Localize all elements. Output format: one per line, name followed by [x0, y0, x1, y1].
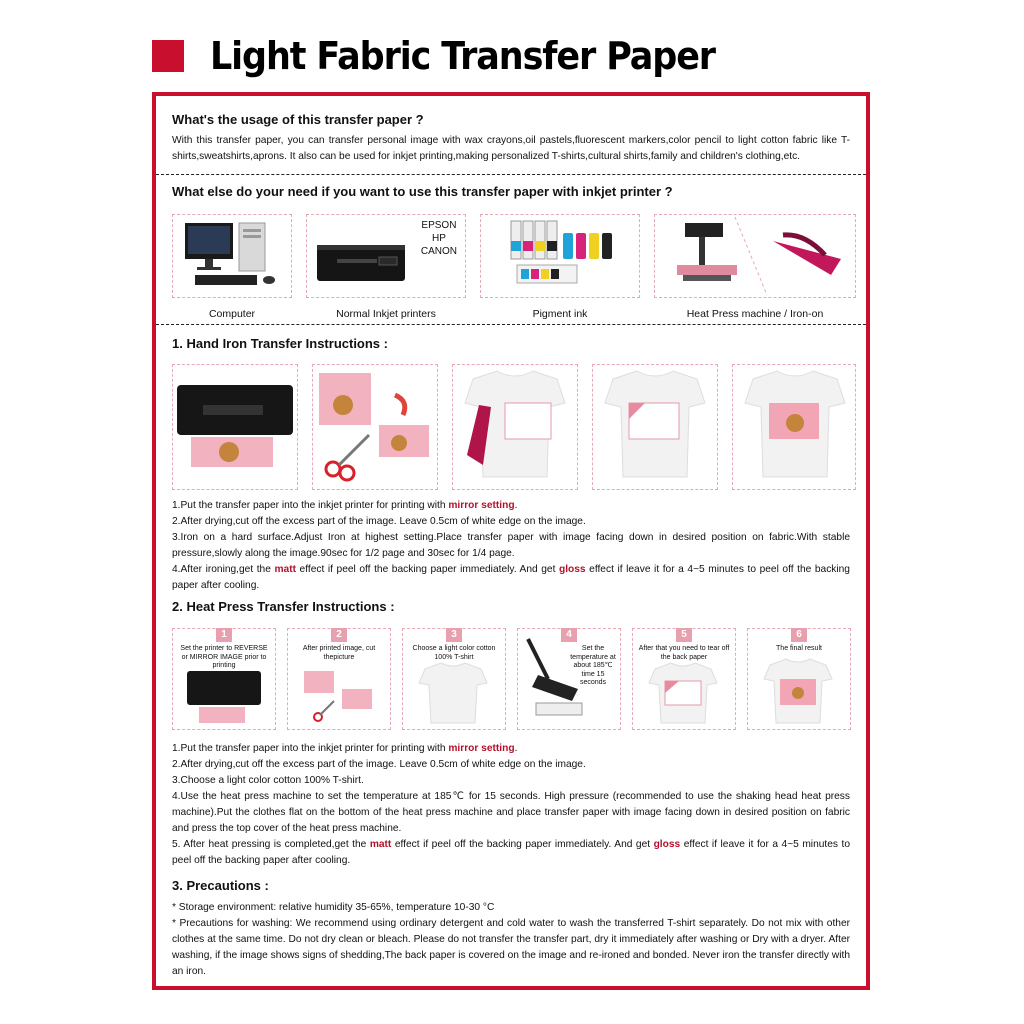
panel-number: 2 — [331, 628, 347, 642]
hand-iron-step-3: 3.Iron on a hard surface.Adjust Iron at highest setting.Place transfer paper with image facing down in desired position on fabric.With stable pressure,slowly along the image.90sec for 1/2 page and 30sec for 1/4 page. — [172, 532, 850, 559]
usage-text: With this transfer paper, you can transfer personal image with wax crayons,oil pastels,fluorescent markers,color pencil to light cotton fabric like T-shirts,sweatshirts,aprons. It also can be used for inkjet printing,making personalized T-shirts,cultural shirts,family and children's clothing,etc. — [172, 135, 850, 162]
heat-press-panel-5 — [632, 628, 736, 730]
requirement-label-computer: Computer — [208, 308, 256, 320]
panel-caption: The final result — [776, 645, 822, 652]
section-divider — [156, 174, 866, 175]
heat-press-panel-1 — [172, 628, 276, 730]
requirement-label-press: Heat Press machine / Iron-on — [686, 308, 824, 320]
page-title: Light Fabric Transfer Paper — [210, 34, 715, 78]
brand-hp: HP — [431, 233, 446, 244]
heat-press-iron-image — [654, 214, 856, 298]
panel-caption: After printed image, cut thepicture — [302, 645, 376, 661]
heat-press-title — [172, 599, 850, 614]
requirement-label-printer: Normal Inkjet printers — [336, 308, 436, 320]
panel-caption: Set the temperature at about 185℃ time 15 seconds — [570, 645, 616, 686]
precaution-item: * Precautions for washing: We recommend using ordinary detergent and cold water to wash the transferred T-shirt separately. Do not mix with other clothes at the same time. Do not dry clean or bleach. Please do not transfer the transfer part, dry it immediately after washing or Dry with a dryer. After washing, if the image shows signs of shedding,The back paper is covered on the image and re-ironed and bonded. Never iron the transfer directly with an iron. — [172, 918, 850, 977]
heat-press-step-5: 5. After heat pressing is completed,get the matt effect if peel off the backing paper immediately. And get gloss effect if leave it for a 4~5 minutes to peel off the backing paper after cooling. — [172, 839, 850, 866]
section-divider — [156, 324, 866, 325]
requirement-label-ink: Pigment ink — [532, 308, 588, 320]
hand-iron-title — [172, 336, 850, 351]
brand-epson: EPSON — [421, 220, 457, 231]
panel-caption: After that you need to tear off the back paper — [638, 645, 730, 661]
hand-iron-step-cut — [312, 364, 438, 490]
heat-press-panel-3 — [402, 628, 506, 730]
hand-iron-step-2: 2.After drying,cut off the excess part of the image. Leave 0.5cm of white edge on the image. — [172, 516, 586, 527]
hand-iron-step-4: 4.After ironing,get the matt effect if peel off the backing paper immediately. And get gloss effect if leave it for a 4~5 minutes to peel off the backing paper after cooling. — [172, 564, 850, 591]
usage-section — [172, 112, 850, 165]
precautions-heading: 3. Precautions : — [172, 878, 269, 893]
title-marker — [152, 40, 184, 72]
panel-caption: Set the printer to REVERSE or MIRROR IMAGE prior to printing — [180, 645, 268, 669]
pigment-ink-image — [480, 214, 640, 298]
panel-number: 4 — [561, 628, 577, 642]
heat-press-panel-2 — [287, 628, 391, 730]
brand-canon: CANON — [420, 246, 457, 257]
precautions-list — [172, 900, 850, 980]
heat-press-steps — [172, 741, 850, 869]
heat-press-step-4: 4.Use the heat press machine to set the temperature at 185℃ for 15 seconds. High pressure (recommended to use the shaking head heat press machine).Put the clothes flat on the bottom of the heat press machine and place transfer paper with image facing down in desired position on fabric and press the top cover of the heat press machine. — [172, 791, 850, 834]
hand-iron-step-result — [732, 364, 856, 490]
heat-press-step-2: 2.After drying,cut off the excess part of the image. Leave 0.5cm of white edge on the image. — [172, 759, 586, 770]
panel-number: 1 — [216, 628, 232, 642]
inkjet-printer-image — [306, 214, 466, 298]
heat-press-panel-6 — [747, 628, 851, 730]
panel-number: 5 — [676, 628, 692, 642]
usage-title: What's the usage of this transfer paper ? — [172, 112, 424, 127]
panel-number: 6 — [791, 628, 807, 642]
hand-iron-steps — [172, 498, 850, 594]
hand-iron-heading: 1. Hand Iron Transfer Instructions : — [172, 336, 388, 351]
precautions-title — [172, 878, 850, 893]
hand-iron-step-1: 1.Put the transfer paper into the inkjet printer for printing with mirror setting. — [172, 500, 518, 511]
requirements-title: What else do your need if you want to use this transfer paper with inkjet printer ? — [172, 184, 673, 199]
hand-iron-step-print — [172, 364, 298, 490]
info-frame — [152, 92, 870, 990]
heat-press-step-1: 1.Put the transfer paper into the inkjet printer for printing with mirror setting. — [172, 743, 518, 754]
computer-image — [172, 214, 292, 298]
panel-number: 3 — [446, 628, 462, 642]
precaution-item: * Storage environment: relative humidity 35-65%, temperature 10-30 °C — [172, 902, 495, 913]
hand-iron-step-iron — [452, 364, 578, 490]
heat-press-heading: 2. Heat Press Transfer Instructions : — [172, 599, 395, 614]
heat-press-step-3: 3.Choose a light color cotton 100% T-shirt. — [172, 775, 364, 786]
heat-press-panel-4 — [517, 628, 621, 730]
panel-caption: Choose a light color cotton 100% T-shirt — [412, 645, 496, 661]
printer-brands — [421, 219, 457, 258]
hand-iron-step-peel — [592, 364, 718, 490]
